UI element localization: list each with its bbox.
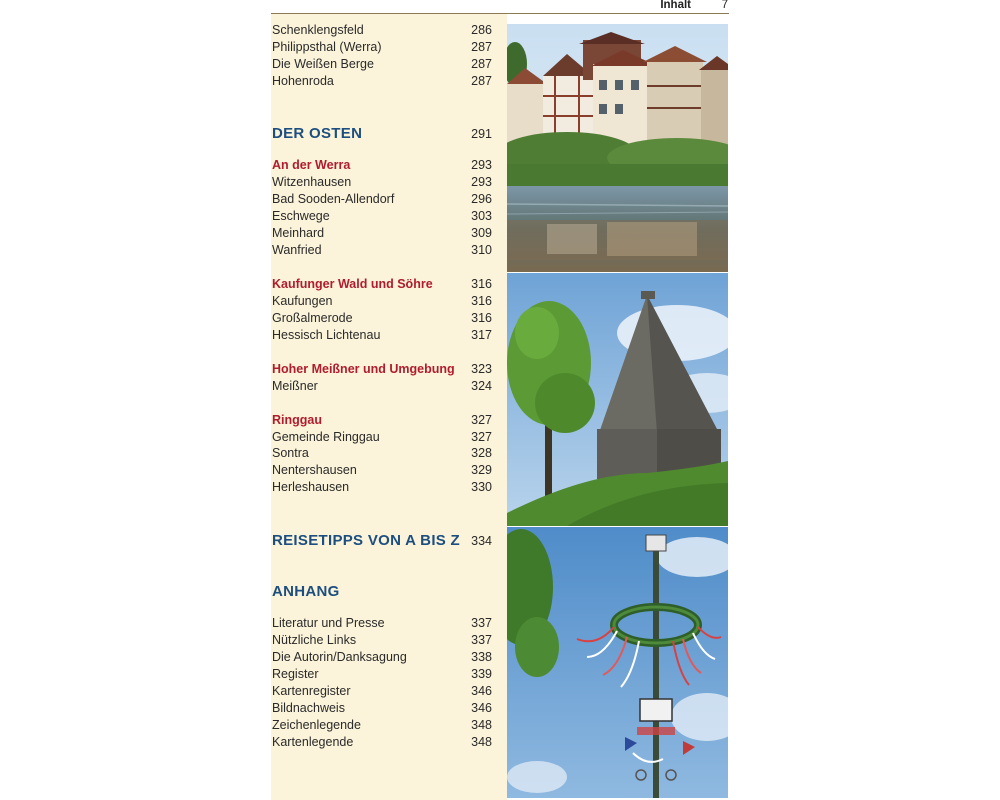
toc-entry[interactable]: Gemeinde Ringgau 327	[272, 430, 492, 444]
toc-chapter-anhang[interactable]: ANHANG	[272, 583, 340, 600]
toc-section-werra[interactable]: An der Werra 293	[272, 158, 492, 172]
toc-chapter-reisetipps[interactable]: REISETIPPS VON A BIS Z 334	[272, 532, 492, 549]
toc-entry[interactable]: Zeichenlegende 348	[272, 718, 492, 732]
photo-stone-pyramid	[507, 273, 728, 526]
toc-entry[interactable]: Herleshausen 330	[272, 480, 492, 494]
header-title: Inhalt	[660, 0, 691, 11]
photo-riverside-town	[507, 24, 728, 272]
toc-entry[interactable]: Großalmerode 316	[272, 311, 492, 325]
toc-section-ringgau[interactable]: Ringgau 327	[272, 413, 492, 427]
toc-entry[interactable]: Bad Sooden-Allendorf 296	[272, 192, 492, 206]
toc-entry[interactable]: Eschwege 303	[272, 209, 492, 223]
toc-entry[interactable]: Bildnachweis 346	[272, 701, 492, 715]
toc-entry[interactable]: Meinhard 309	[272, 226, 492, 240]
toc-section-meissner[interactable]: Hoher Meißner und Umgebung 323	[272, 362, 492, 376]
toc-entry[interactable]: Meißner 324	[272, 379, 492, 393]
photo-maypole	[507, 527, 728, 798]
toc-entry[interactable]: Sontra 328	[272, 446, 492, 460]
toc-entry[interactable]: Kartenregister 346	[272, 684, 492, 698]
toc-entry[interactable]: Literatur und Presse 337	[272, 616, 492, 630]
toc-chapter-osten[interactable]: DER OSTEN 291	[272, 125, 492, 142]
toc-entry[interactable]: Die Autorin/Danksagung 338	[272, 650, 492, 664]
table-of-contents	[271, 14, 507, 800]
running-header	[271, 0, 729, 14]
toc-section-kaufunger[interactable]: Kaufunger Wald und Söhre 316	[272, 277, 492, 291]
toc-entry[interactable]: Register 339	[272, 667, 492, 681]
toc-entry[interactable]: Hohenroda 287	[272, 74, 492, 88]
toc-entry[interactable]: Die Weißen Berge 287	[272, 57, 492, 71]
toc-entry[interactable]: Wanfried 310	[272, 243, 492, 257]
toc-entry[interactable]: Kartenlegende 348	[272, 735, 492, 749]
toc-entry[interactable]: Hessisch Lichtenau 317	[272, 328, 492, 342]
toc-entry[interactable]: Nützliche Links 337	[272, 633, 492, 647]
toc-entry[interactable]: Witzenhausen 293	[272, 175, 492, 189]
toc-entry[interactable]: Kaufungen 316	[272, 294, 492, 308]
header-page-number: 7	[721, 0, 728, 11]
toc-entry[interactable]: Schenklengsfeld 286	[272, 23, 492, 37]
toc-entry[interactable]: Philippsthal (Werra) 287	[272, 40, 492, 54]
toc-entry[interactable]: Nentershausen 329	[272, 463, 492, 477]
book-page	[271, 0, 729, 800]
